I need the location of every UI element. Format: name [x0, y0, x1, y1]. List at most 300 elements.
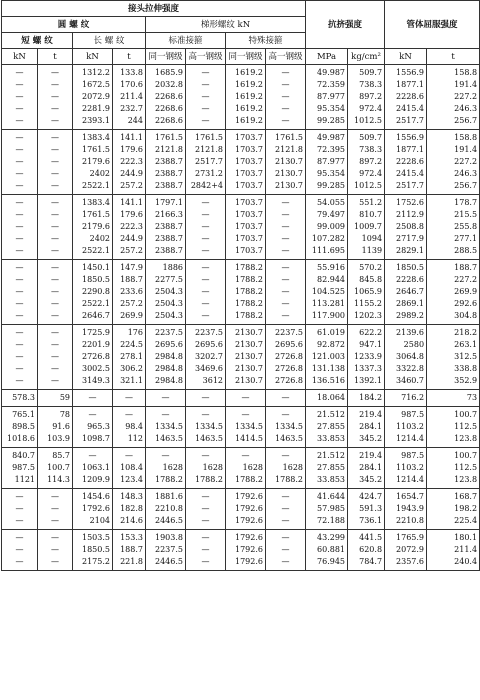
table-cell: —	[73, 448, 113, 463]
table-cell: 2130.7	[266, 156, 306, 168]
table-cell: 2842+4	[186, 180, 226, 195]
table-row	[2, 130, 480, 145]
table-row	[2, 325, 480, 340]
table-cell: —	[266, 390, 306, 407]
table-cell: 2130.7	[226, 351, 266, 363]
unit-header-cell: t	[38, 49, 73, 65]
table-cell: 570.2	[348, 260, 385, 275]
table-cell: —	[266, 115, 306, 130]
table-cell: 578.3	[2, 390, 38, 407]
table-cell: 3002.5	[73, 363, 113, 375]
table-cell: 424.7	[348, 489, 385, 504]
header-pipe-yield: 管体屈服强度	[385, 1, 480, 49]
table-cell: 1725.9	[73, 325, 113, 340]
table-cell: —	[2, 489, 38, 504]
table-cell: 1703.7	[226, 245, 266, 260]
table-cell: 104.525	[306, 286, 348, 298]
table-cell: 1312.2	[73, 65, 113, 80]
table-cell: —	[38, 260, 73, 275]
table-cell: 1463.5	[146, 433, 186, 448]
table-row	[2, 298, 480, 310]
table-cell: 95.354	[306, 168, 348, 180]
table-cell: —	[186, 115, 226, 130]
table-cell: 3460.7	[385, 375, 427, 390]
table-cell: 1752.6	[385, 195, 427, 210]
table-cell: —	[2, 363, 38, 375]
table-cell: 2072.9	[385, 544, 427, 556]
table-cell: 509.7	[348, 130, 385, 145]
table-cell: 82.944	[306, 274, 348, 286]
table-cell: —	[38, 130, 73, 145]
table-row	[2, 433, 480, 448]
table-cell: —	[226, 390, 266, 407]
table-cell: —	[2, 325, 38, 340]
table-cell: 2522.1	[73, 180, 113, 195]
table-cell: 232.7	[113, 103, 146, 115]
table-cell: —	[186, 103, 226, 115]
table-cell: 99.009	[306, 221, 348, 233]
table-cell: 1877.1	[385, 144, 427, 156]
table-cell: 2446.5	[146, 556, 186, 571]
table-cell: 227.2	[427, 91, 480, 103]
table-cell: 1556.9	[385, 130, 427, 145]
table-cell: 1850.5	[73, 274, 113, 286]
table-cell: 1450.1	[73, 260, 113, 275]
table-cell: 72.395	[306, 144, 348, 156]
table-cell: —	[186, 390, 226, 407]
table-row	[2, 221, 480, 233]
table-cell: 27.855	[306, 421, 348, 433]
table-cell: 2446.5	[146, 515, 186, 530]
table-cell: 292.6	[427, 298, 480, 310]
table-cell: 1792.6	[226, 556, 266, 571]
table-cell: 2130.7	[226, 375, 266, 390]
table-cell: 738.3	[348, 79, 385, 91]
table-cell: —	[266, 91, 306, 103]
table-cell: —	[266, 103, 306, 115]
table-row	[2, 79, 480, 91]
table-cell: 246.3	[427, 168, 480, 180]
table-cell: 2130.7	[266, 180, 306, 195]
table-cell: 2228.6	[385, 156, 427, 168]
table-cell: —	[38, 325, 73, 340]
table-cell: —	[2, 221, 38, 233]
table-cell: —	[186, 556, 226, 571]
table-cell: 716.2	[385, 390, 427, 407]
table-cell: 158.8	[427, 130, 480, 145]
table-cell: 2388.7	[146, 180, 186, 195]
table-cell: 1761.5	[266, 130, 306, 145]
table-cell: 1792.6	[226, 544, 266, 556]
table-cell: 2504.3	[146, 298, 186, 310]
table-cell: 100.7	[427, 407, 480, 422]
table-cell: 33.853	[306, 474, 348, 489]
table-cell: 257.2	[113, 245, 146, 260]
table-cell: 117.900	[306, 310, 348, 325]
table-cell: —	[2, 168, 38, 180]
table-row	[2, 65, 480, 80]
table-cell: —	[266, 274, 306, 286]
table-cell: 1103.2	[385, 462, 427, 474]
table-cell: —	[38, 363, 73, 375]
table-row	[2, 363, 480, 375]
table-cell: 123.8	[427, 433, 480, 448]
table-cell: —	[38, 233, 73, 245]
table-cell: —	[38, 195, 73, 210]
table-cell: —	[38, 530, 73, 545]
table-cell: 2731.2	[186, 168, 226, 180]
table-row	[2, 515, 480, 530]
table-cell: —	[186, 407, 226, 422]
table-cell: 112	[113, 433, 146, 448]
table-cell: 620.8	[348, 544, 385, 556]
table-cell: 1788.2	[226, 286, 266, 298]
table-cell: 1628	[146, 462, 186, 474]
table-cell: 987.5	[2, 462, 38, 474]
table-cell: 987.5	[385, 448, 427, 463]
table-cell: 2393.1	[73, 115, 113, 130]
table-cell: 2646.7	[385, 286, 427, 298]
table-cell: 2504.3	[146, 310, 186, 325]
table-row	[2, 115, 480, 130]
table-row	[2, 233, 480, 245]
table-cell: —	[186, 195, 226, 210]
table-header	[2, 1, 480, 65]
table-cell: 141.1	[113, 130, 146, 145]
table-cell: 184.2	[348, 390, 385, 407]
table-cell: 2121.8	[146, 144, 186, 156]
unit-header-cell: MPa	[306, 49, 348, 65]
table-cell: 1018.6	[2, 433, 38, 448]
table-cell: 2210.8	[385, 515, 427, 530]
table-cell: —	[266, 503, 306, 515]
table-cell: —	[38, 351, 73, 363]
table-cell: —	[186, 209, 226, 221]
table-cell: —	[226, 407, 266, 422]
table-cell: 345.2	[348, 433, 385, 448]
table-cell: 1703.7	[226, 209, 266, 221]
table-cell: —	[226, 448, 266, 463]
unit-header-cell: 同一钢级	[146, 49, 186, 65]
table-cell: —	[38, 515, 73, 530]
table-cell: 57.985	[306, 503, 348, 515]
table-cell: 2388.7	[146, 168, 186, 180]
table-cell: 218.2	[427, 325, 480, 340]
table-cell: —	[186, 448, 226, 463]
table-cell: 1792.6	[226, 489, 266, 504]
table-cell: —	[146, 390, 186, 407]
table-cell: 1619.2	[226, 91, 266, 103]
table-cell: 76.945	[306, 556, 348, 571]
table-cell: 622.2	[348, 325, 385, 340]
table-row	[2, 286, 480, 298]
unit-header-cell: kg/cm²	[348, 49, 385, 65]
table-cell: 211.4	[427, 544, 480, 556]
table-cell: —	[38, 310, 73, 325]
table-cell: —	[2, 245, 38, 260]
table-cell: 27.855	[306, 462, 348, 474]
table-cell: 263.1	[427, 339, 480, 351]
table-cell: 345.2	[348, 474, 385, 489]
table-cell: —	[38, 103, 73, 115]
table-cell: 277.1	[427, 233, 480, 245]
table-cell: 1628	[266, 462, 306, 474]
table-cell: —	[2, 503, 38, 515]
table-cell: 2388.7	[146, 233, 186, 245]
table-row	[2, 462, 480, 474]
table-cell: 121.003	[306, 351, 348, 363]
table-cell: —	[38, 180, 73, 195]
table-cell: 810.7	[348, 209, 385, 221]
unit-header-cell: 高一钢级	[266, 49, 306, 65]
table-cell: 1788.2	[226, 260, 266, 275]
table-cell: 99.285	[306, 180, 348, 195]
table-cell: 2032.8	[146, 79, 186, 91]
unit-header-cell: kN	[2, 49, 38, 65]
table-cell: 1094	[348, 233, 385, 245]
table-cell: 1214.4	[385, 433, 427, 448]
table-cell: 215.5	[427, 209, 480, 221]
table-cell: —	[266, 260, 306, 275]
table-cell: 112.5	[427, 462, 480, 474]
table-cell: 55.916	[306, 260, 348, 275]
table-cell: 269.9	[113, 310, 146, 325]
table-cell: 2237.5	[146, 544, 186, 556]
table-cell: 1792.6	[226, 503, 266, 515]
table-cell: 257.2	[113, 180, 146, 195]
table-cell: 1202.3	[348, 310, 385, 325]
table-cell: 1903.8	[146, 530, 186, 545]
table-cell: 2357.6	[385, 556, 427, 571]
table-cell: 1063.1	[73, 462, 113, 474]
table-cell: 1334.5	[226, 421, 266, 433]
table-cell: —	[2, 274, 38, 286]
table-cell: 312.5	[427, 351, 480, 363]
table-cell: 219.4	[348, 448, 385, 463]
table-cell: —	[266, 448, 306, 463]
table-cell: 1788.2	[226, 310, 266, 325]
table-cell: —	[2, 260, 38, 275]
table-cell: 972.4	[348, 103, 385, 115]
header-short-round: 短 螺 纹	[2, 33, 73, 49]
table-cell: 147.9	[113, 260, 146, 275]
table-cell: 551.2	[348, 195, 385, 210]
header-round-thread: 圆 螺 纹	[2, 17, 146, 33]
table-row	[2, 274, 480, 286]
table-cell: 191.4	[427, 144, 480, 156]
table-cell: —	[2, 130, 38, 145]
table-cell: 2130.7	[226, 339, 266, 351]
table-cell: —	[38, 79, 73, 91]
table-cell: 2179.6	[73, 156, 113, 168]
table-cell: 2517.7	[186, 156, 226, 168]
table-cell: 198.2	[427, 503, 480, 515]
table-cell: 2726.8	[266, 351, 306, 363]
table-cell: —	[2, 180, 38, 195]
table-cell: 2179.6	[73, 221, 113, 233]
table-cell: 2717.9	[385, 233, 427, 245]
table-cell: 244.9	[113, 168, 146, 180]
header-units-row	[2, 49, 480, 65]
table-cell: 2388.7	[146, 156, 186, 168]
table-cell: 79.497	[306, 209, 348, 221]
unit-header-cell: 高一钢级	[186, 49, 226, 65]
table-cell: 2121.8	[266, 144, 306, 156]
table-cell: 288.5	[427, 245, 480, 260]
table-cell: —	[266, 407, 306, 422]
table-cell: 95.354	[306, 103, 348, 115]
table-cell: 2268.6	[146, 115, 186, 130]
table-cell: 222.3	[113, 221, 146, 233]
table-cell: —	[2, 79, 38, 91]
table-cell: 214.6	[113, 515, 146, 530]
table-cell: —	[266, 515, 306, 530]
table-cell: 182.8	[113, 503, 146, 515]
table-cell: 21.512	[306, 448, 348, 463]
table-cell: 244	[113, 115, 146, 130]
table-cell: 1121	[2, 474, 38, 489]
table-cell: 233.6	[113, 286, 146, 298]
table-cell: 211.4	[113, 91, 146, 103]
table-cell: 1233.9	[348, 351, 385, 363]
table-cell: —	[2, 195, 38, 210]
table-cell: 1792.6	[226, 530, 266, 545]
table-cell: 188.7	[113, 274, 146, 286]
table-cell: 85.7	[38, 448, 73, 463]
table-cell: 1761.5	[73, 209, 113, 221]
table-cell: —	[266, 65, 306, 80]
table-cell: 91.6	[38, 421, 73, 433]
table-body	[2, 65, 480, 571]
table-row	[2, 351, 480, 363]
table-cell: 131.138	[306, 363, 348, 375]
table-cell: 141.1	[113, 195, 146, 210]
table-cell: 21.512	[306, 407, 348, 422]
table-cell: 2695.6	[266, 339, 306, 351]
table-cell: 1009.7	[348, 221, 385, 233]
table-cell: 2112.9	[385, 209, 427, 221]
table-row	[2, 209, 480, 221]
table-cell: 1886	[146, 260, 186, 275]
table-cell: —	[2, 209, 38, 221]
table-cell: 1792.6	[73, 503, 113, 515]
table-cell: —	[2, 156, 38, 168]
table-row	[2, 339, 480, 351]
header-long-round: 长 螺 纹	[73, 33, 146, 49]
table-cell: 3064.8	[385, 351, 427, 363]
table-cell: 153.3	[113, 530, 146, 545]
table-cell: 2228.6	[385, 274, 427, 286]
table-cell: 2130.7	[226, 363, 266, 375]
table-cell: 2237.5	[266, 325, 306, 340]
table-cell: 1850.5	[385, 260, 427, 275]
table-cell: 256.7	[427, 180, 480, 195]
table-cell: 227.2	[427, 274, 480, 286]
table-cell: —	[2, 91, 38, 103]
table-cell: —	[38, 544, 73, 556]
table-cell: 123.4	[113, 474, 146, 489]
table-cell: —	[113, 448, 146, 463]
table-cell: 1334.5	[266, 421, 306, 433]
table-row	[2, 503, 480, 515]
table-cell: 180.1	[427, 530, 480, 545]
table-cell: —	[266, 556, 306, 571]
table-cell: 1672.5	[73, 79, 113, 91]
table-cell: 221.8	[113, 556, 146, 571]
table-cell: 168.7	[427, 489, 480, 504]
table-cell: 60.881	[306, 544, 348, 556]
table-cell: —	[266, 530, 306, 545]
table-cell: —	[38, 156, 73, 168]
table-cell: 256.7	[427, 115, 480, 130]
table-cell: 1012.5	[348, 115, 385, 130]
table-row	[2, 144, 480, 156]
table-cell: —	[186, 489, 226, 504]
table-row	[2, 421, 480, 433]
table-cell: 2281.9	[73, 103, 113, 115]
table-cell: 1619.2	[226, 65, 266, 80]
table-cell: —	[2, 515, 38, 530]
table-cell: 246.3	[427, 103, 480, 115]
table-cell: 1943.9	[385, 503, 427, 515]
table-cell: 1155.2	[348, 298, 385, 310]
table-cell: —	[266, 489, 306, 504]
table-cell: 49.987	[306, 130, 348, 145]
table-cell: 59	[38, 390, 73, 407]
table-cell: 284.1	[348, 462, 385, 474]
table-cell: —	[38, 168, 73, 180]
table-cell: 1628	[186, 462, 226, 474]
table-cell: 1877.1	[385, 79, 427, 91]
table-cell: —	[266, 209, 306, 221]
header-buttress-thread: 梯形螺纹 kN	[146, 17, 306, 33]
table-cell: —	[2, 530, 38, 545]
table-cell: —	[2, 544, 38, 556]
table-cell: 176	[113, 325, 146, 340]
table-cell: —	[2, 556, 38, 571]
table-cell: 1703.7	[226, 130, 266, 145]
table-cell: 1619.2	[226, 103, 266, 115]
table-row	[2, 489, 480, 504]
table-cell: —	[146, 448, 186, 463]
table-cell: —	[38, 274, 73, 286]
table-cell: 240.4	[427, 556, 480, 571]
table-cell: 1383.4	[73, 130, 113, 145]
table-cell: —	[266, 544, 306, 556]
table-row	[2, 195, 480, 210]
table-cell: 1788.2	[146, 474, 186, 489]
table-cell: 3612	[186, 375, 226, 390]
table-cell: 441.5	[348, 530, 385, 545]
table-cell: 170.6	[113, 79, 146, 91]
table-cell: 321.1	[113, 375, 146, 390]
table-cell: 1761.5	[146, 130, 186, 145]
table-cell: 224.5	[113, 339, 146, 351]
table-row	[2, 245, 480, 260]
table-cell: —	[186, 65, 226, 80]
table-cell: 898.5	[2, 421, 38, 433]
table-cell: 1788.2	[266, 474, 306, 489]
table-cell: 972.4	[348, 168, 385, 180]
table-cell: 1797.1	[146, 195, 186, 210]
table-cell: —	[2, 351, 38, 363]
table-cell: 41.644	[306, 489, 348, 504]
table-cell: 49.987	[306, 65, 348, 80]
table-cell: 738.3	[348, 144, 385, 156]
table-cell: 1765.9	[385, 530, 427, 545]
table-cell: 108.4	[113, 462, 146, 474]
table-cell: —	[38, 375, 73, 390]
